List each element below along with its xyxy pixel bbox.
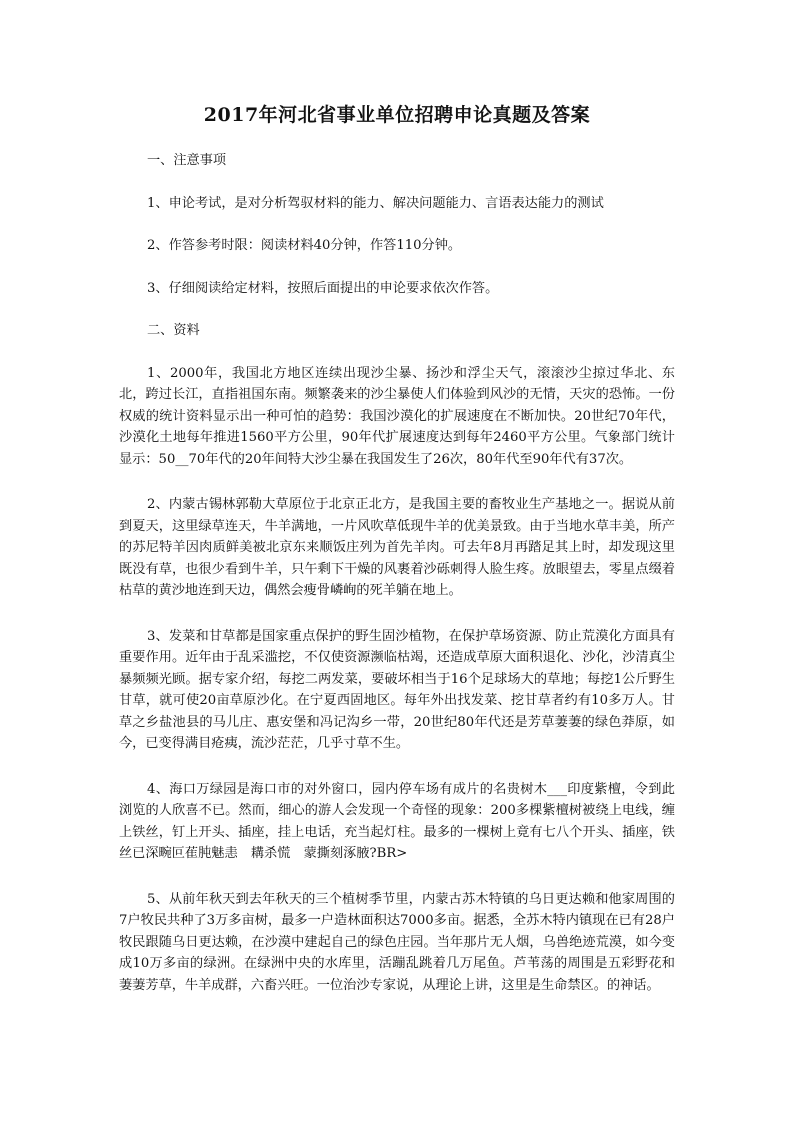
note-item: 1、申论考试，是对分析驾驭材料的能力、解决问题能力、言语表达能力的测试 [147, 195, 604, 211]
section-heading-notes: 一、注意事项 [147, 153, 227, 168]
material-paragraph: 4、海口万绿园是海口市的对外窗口，园内停车场有成片的名贵树木___印度紫檀，令到此浏览的人欣喜不已。然而，细心的游人会发现一个奇怪的现象：200多棵紫檀树被绕上电线，缠上铁丝，钉上开头、插座，挂上电话，充当起灯柱。最多的一棵树上竟有七八个开头、插座，铁丝已深畹叵萑肫魅恚 耩杀慌 蒙撕刻涿腋?BR> [119, 781, 675, 861]
material-paragraph: 2、内蒙古锡林郭勒大草原位于北京正北方，是我国主要的畜牧业生产基地之一。据说从前到夏天，这里绿草连天，牛羊满地，一片风吹草低现牛羊的优美景致。由于当地水草丰美，所产的苏尼特羊因肉质鲜美被北京东来顺饭庄列为首先羊肉。可去年8月再踏足其上时，却发现这里既没有草，也很少看到牛羊，只午剩下干燥的风裹着沙砾刺得人脸生疼。放眼望去，零星点缀着枯草的黄沙地连到天边，偶然会瘦骨嶙峋的死羊躺在地上。 [119, 497, 675, 598]
note-item: 2、作答参考时限：阅读材料40分钟，作答110分钟。 [147, 238, 462, 253]
material-paragraph: 5、从前年秋天到去年秋天的三个植树季节里，内蒙古苏木特镇的乌日更达赖和他家周围的7户牧民共种了3万多亩树，最多一户造林面积达7000多亩。据悉，全苏木特内镇现在已有28户牧民跟随乌日更达赖，在沙漠中建起自己的绿色庄园。当年那片无人烟，乌兽绝迹荒漠，如今变成10万多亩的绿洲。在绿洲中央的水库里，活蹦乱跳着几万尾鱼。芦苇荡的周围是五彩野花和萋萋芳草，牛羊成群，六畜兴旺。一位治沙专家说，从理论上讲，这里是生命禁区。的神话。 [119, 891, 675, 993]
document-title: 2017年河北省事业单位招聘申论真题及答案 [203, 104, 591, 126]
section-heading-materials: 二、资料 [147, 323, 200, 338]
note-item: 3、仔细阅读给定材料，按照后面提出的申论要求依次作答。 [147, 280, 499, 296]
document-body [119, 150, 675, 996]
material-paragraph: 3、发菜和甘草都是国家重点保护的野生固沙植物，在保护草场资源、防止荒漠化方面具有重要作用。近年由于乱采滥挖，不仅使资源濒临枯竭，还造成草原大面积退化、沙化，沙清真尘暴频频光顾。据专家介绍，每挖二两发菜，要破坏相当于16个足球场大的草地；每挖1公斤野生甘草，就可使20亩草原沙化。在宁夏西固地区。每年外出找发菜、挖甘草者约有10多万人。甘草之乡盐池县的马儿庄、惠安堡和冯记沟乡一带，20世纪80年代还是芳草萋萋的绿色莽原，如今，已变得满目疮痍，流沙茫茫，几乎寸草不生。 [119, 628, 675, 751]
material-paragraph: 1、2000年，我国北方地区连续出现沙尘暴、扬沙和浮尘天气，滚滚沙尘掠过华北、东北，跨过长江，直指祖国东南。频繁袭来的沙尘暴使人们体验到风沙的无情，天灾的恐怖。一份权威的统计资料显示出一种可怕的趋势：我国沙漠化的扩展速度在不断加快。20世纪70年代，沙漠化土地每年推进1560平方公里，90年代扩展速度达到每年2460平方公里。气象部门统计显示：50__70年代的20年间特大沙尘暴在我国发生了26次，80年代至90年代有37次。 [119, 365, 675, 467]
